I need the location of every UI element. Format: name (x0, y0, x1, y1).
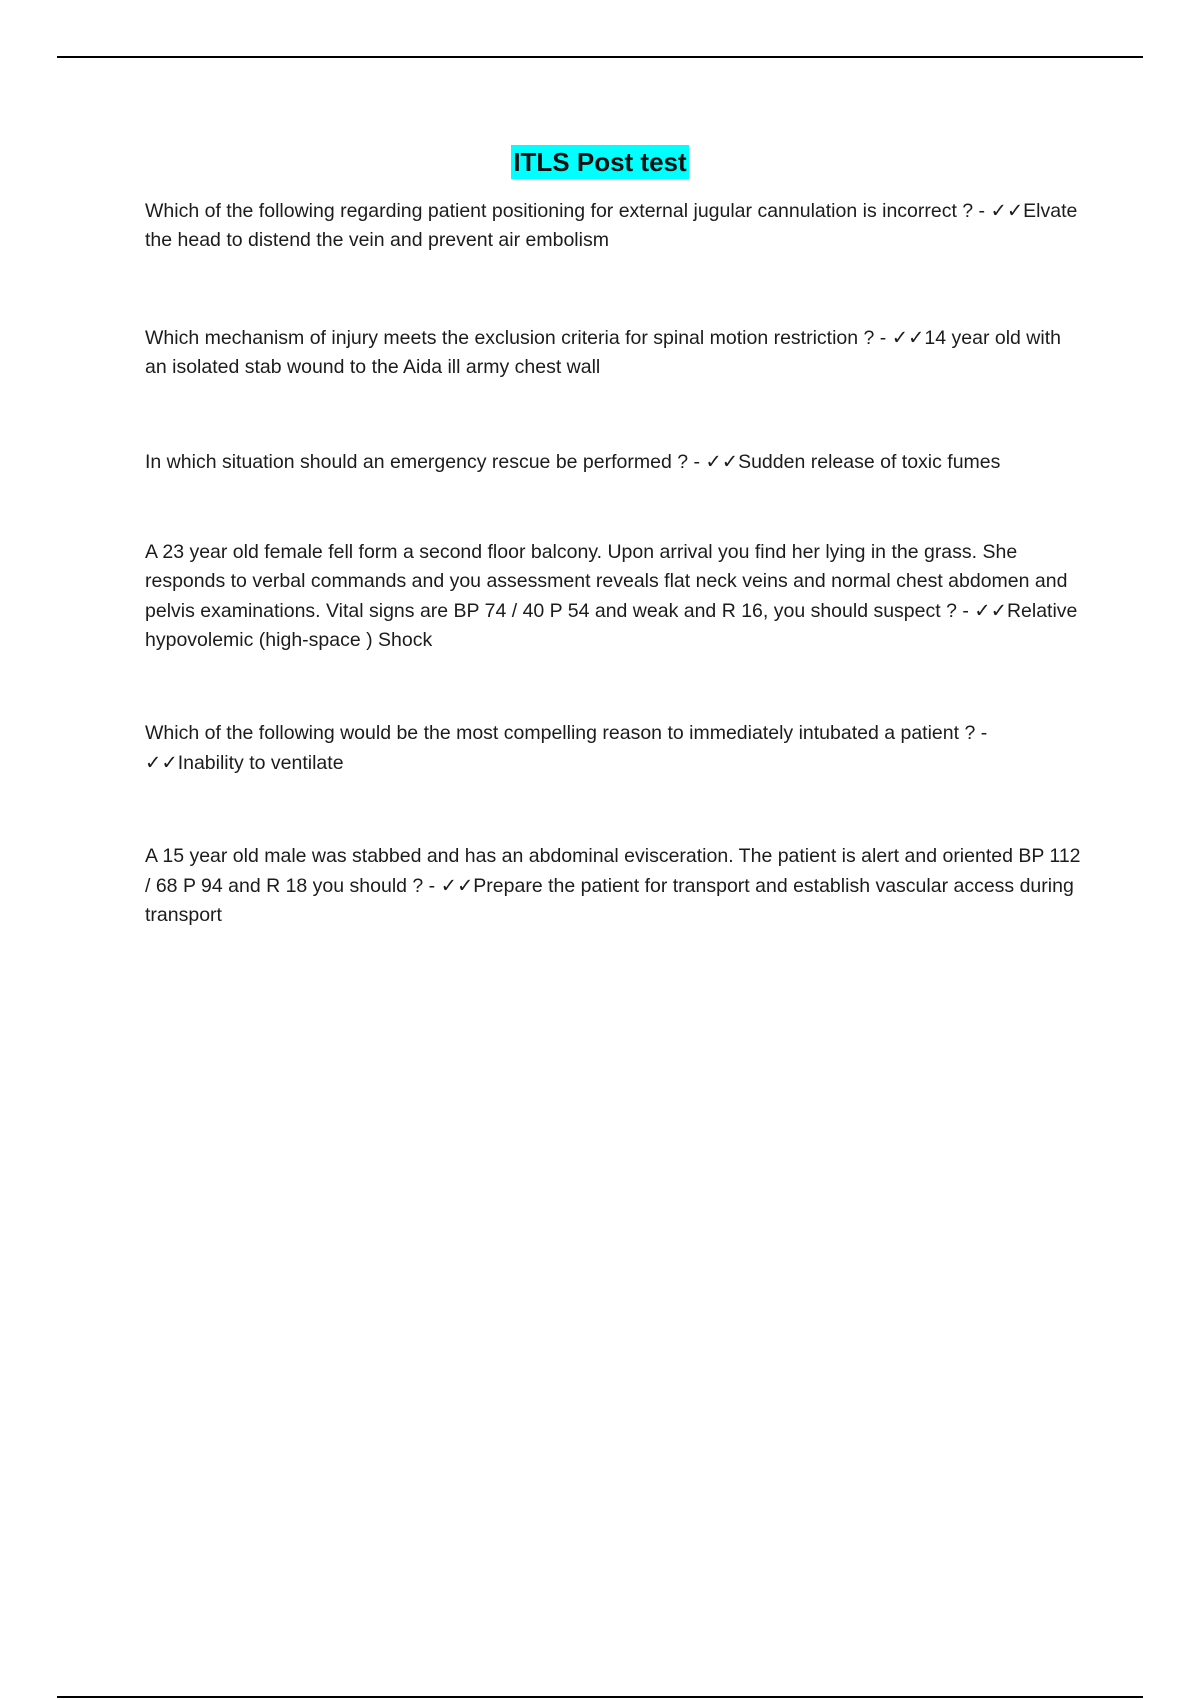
question-text: Which of the following would be the most compelling reason to immediately intubated a patient ? - (145, 722, 988, 744)
double-check-icon: ✓✓ (705, 450, 739, 473)
question-text: Which of the following regarding patient positioning for external jugular cannulation is incorrect ? - (145, 200, 991, 222)
qa-item-4 (145, 538, 1085, 655)
bottom-rule (57, 1696, 1143, 1698)
question-text: A 23 year old female fell form a second floor balcony. Upon arrival you find her lying in the grass. She responds to verbal commands and you assessment reveals flat neck veins and normal chest abdomen and pelvis examinations. Vital signs are BP 74 / 40 P 54 and weak and R 16, you should suspect ? - (145, 541, 1068, 622)
qa-item-3 (145, 447, 1085, 477)
top-rule (57, 56, 1143, 58)
answer-text: Sudden release of toxic fumes (738, 451, 1001, 473)
answer-text: 14 year old with an isolated stab wound to the Aida ill army chest wall (145, 327, 1061, 378)
answer-text: Relative hypovolemic (high-space ) Shock (145, 600, 1078, 651)
title-container (0, 145, 1200, 179)
answer-text: Prepare the patient for transport and establish vascular access during transport (145, 875, 1074, 926)
double-check-icon: ✓✓ (974, 599, 1007, 622)
qa-item-6 (145, 842, 1085, 930)
qa-item-1 (145, 196, 1085, 255)
question-text: In which situation should an emergency rescue be performed ? - (145, 451, 706, 473)
answer-text: Inability to ventilate (177, 752, 344, 774)
double-check-icon: ✓✓ (145, 751, 178, 774)
qa-item-2 (145, 323, 1085, 382)
double-check-icon: ✓✓ (891, 326, 925, 349)
page-title: ITLS Post test (513, 147, 687, 177)
question-text: Which mechanism of injury meets the exclusion criteria for spinal motion restriction ? - (145, 327, 892, 349)
qa-item-5 (145, 719, 1085, 778)
double-check-icon: ✓✓ (440, 874, 474, 897)
answer-text: Elvate the head to distend the vein and prevent air embolism (145, 200, 1078, 251)
double-check-icon: ✓✓ (990, 199, 1024, 222)
question-text: A 15 year old male was stabbed and has an abdominal evisceration. The patient is alert and oriented BP 112 / 68 P 94 and R 18 you should ? - (145, 845, 1081, 897)
